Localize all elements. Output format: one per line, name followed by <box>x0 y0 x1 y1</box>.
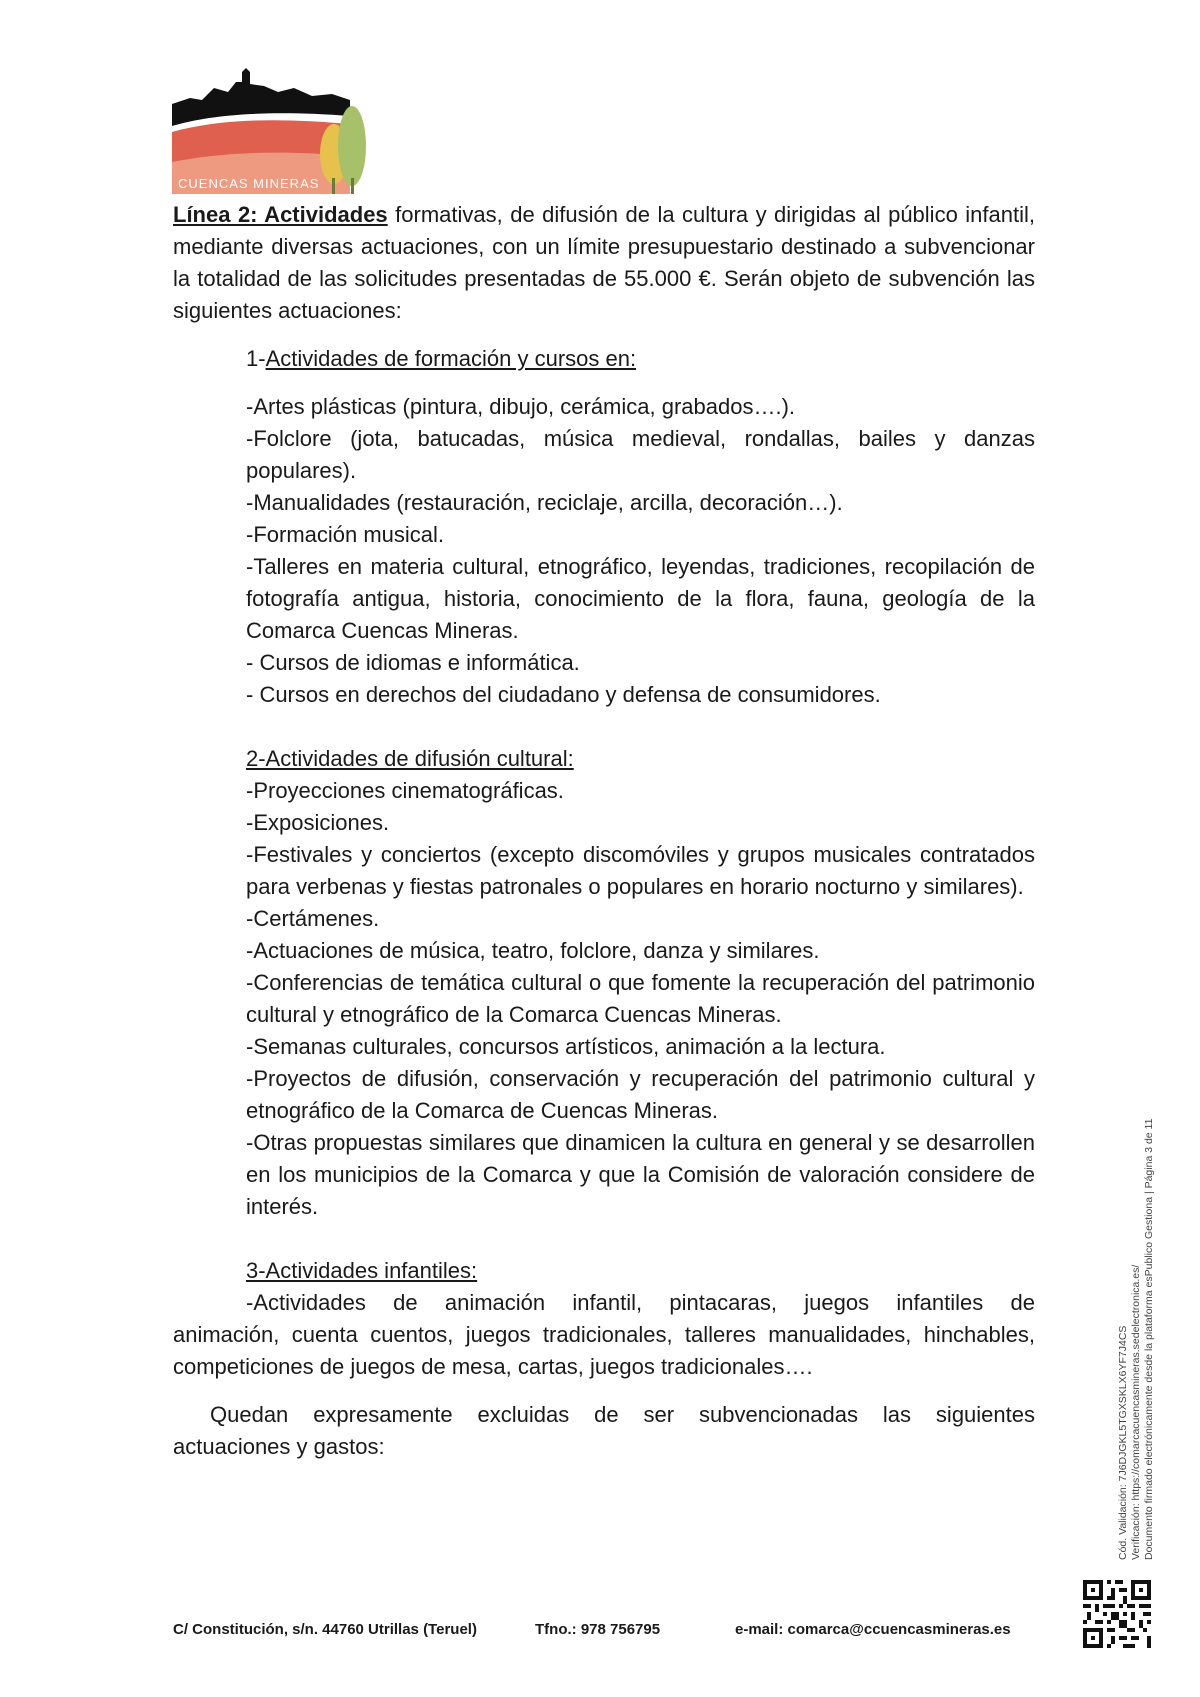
list-item: -Artes plásticas (pintura, dibujo, cerámica, grabados….). <box>246 394 796 419</box>
intro-paragraph <box>173 199 1035 327</box>
section3-text: animación, cuenta cuentos, juegos tradicionales, talleres manualidades, hinchables, competiciones de juegos de mesa, cartas, juegos tradicionales…. <box>173 1322 1035 1379</box>
footer-phone: Tfno.: 978 756795 <box>535 1621 661 1638</box>
section2-title: 2-Actividades de difusión cultural: <box>246 746 574 771</box>
list-item: - Cursos de idiomas e informática. <box>246 650 580 675</box>
list-item: -Proyectos de difusión, conservación y recuperación del patrimonio cultural y etnográfico de la Comarca de Cuencas Mineras. <box>246 1066 1035 1123</box>
list-item: -Actuaciones de música, teatro, folclore, danza y similares. <box>246 938 820 963</box>
closing-lead: Quedan expresamente excluidas de ser subvencionadas las siguientes <box>210 1402 1035 1427</box>
list-item: -Talleres en materia cultural, etnográfico, leyendas, tradiciones, recopilación de fotografía antigua, historia, conocimiento de la flora, fauna, geología de la Comarca Cuencas Mineras. <box>246 554 1035 643</box>
list-item: -Folclore (jota, batucadas, música medieval, rondallas, bailes y danzas populares). <box>246 426 1035 483</box>
section3-first-line: -Actividades de animación infantil, pintacaras, juegos infantiles de <box>246 1290 1035 1315</box>
logo-text: CUENCAS MINERAS <box>178 176 320 191</box>
list-item: - Cursos en derechos del ciudadano y defensa de consumidores. <box>246 682 881 707</box>
line-heading: Línea 2: Actividades <box>173 202 388 227</box>
list-item: -Certámenes. <box>246 906 380 931</box>
validation-note <box>1117 1119 1156 1560</box>
section3-title: 3-Actividades infantiles: <box>246 1258 478 1283</box>
validation-code: Cód. Validación: 7J6DJGKL5TGXSKLX6YF7J4CS <box>1117 1325 1129 1560</box>
list-item: -Semanas culturales, concursos artísticos, animación a la lectura. <box>246 1034 886 1059</box>
list-item: -Conferencias de temática cultural o que fomente la recuperación del patrimonio cultural y etnográfico de la Comarca Cuencas Mineras. <box>246 970 1035 1027</box>
list-item: -Exposiciones. <box>246 810 390 835</box>
footer-email: e-mail: comarca@ccuencasmineras.es <box>735 1621 1011 1638</box>
section2-list <box>173 775 1035 1223</box>
list-item: -Festivales y conciertos (excepto discomóviles y grupos musicales contratados para verbenas y fiestas patronales o populares en horario nocturno y similares). <box>246 842 1035 899</box>
section1-title: 1-Actividades de formación y cursos en: <box>246 346 637 371</box>
intro-text: formativas, de difusión de la cultura y dirigidas al público infantil, mediante diversas actuaciones, con un límite presupuestario destinado a subvencionar la totalidad de las solicitudes presentadas de 55.000 €. Serán objeto de subvención las siguientes actuaciones: <box>173 202 1035 323</box>
document-body <box>173 199 1035 1463</box>
cuencas-mineras-logo <box>172 66 374 196</box>
footer-address: C/ Constitución, s/n. 44760 Utrillas (Teruel) <box>173 1621 477 1638</box>
list-item: -Proyecciones cinematográficas. <box>246 778 564 803</box>
list-item: -Formación musical. <box>246 522 445 547</box>
section1-list <box>173 391 1035 711</box>
list-item: -Otras propuestas similares que dinamicen la cultura en general y se desarrollen en los municipios de la Comarca y que la Comisión de valoración considere de interés. <box>246 1130 1035 1219</box>
closing-text: actuaciones y gastos: <box>173 1434 385 1459</box>
verification-url: Verificación: https://comarcacuencasmineras.sedelectronica.es/ <box>1130 1264 1142 1560</box>
signature-note: Documento firmado electrónicamente desde la plataforma esPublico Gestiona | Página 3 de 11 <box>1143 1118 1155 1560</box>
qr-code <box>1083 1580 1151 1648</box>
list-item: -Manualidades (restauración, reciclaje, arcilla, decoración…). <box>246 490 843 515</box>
